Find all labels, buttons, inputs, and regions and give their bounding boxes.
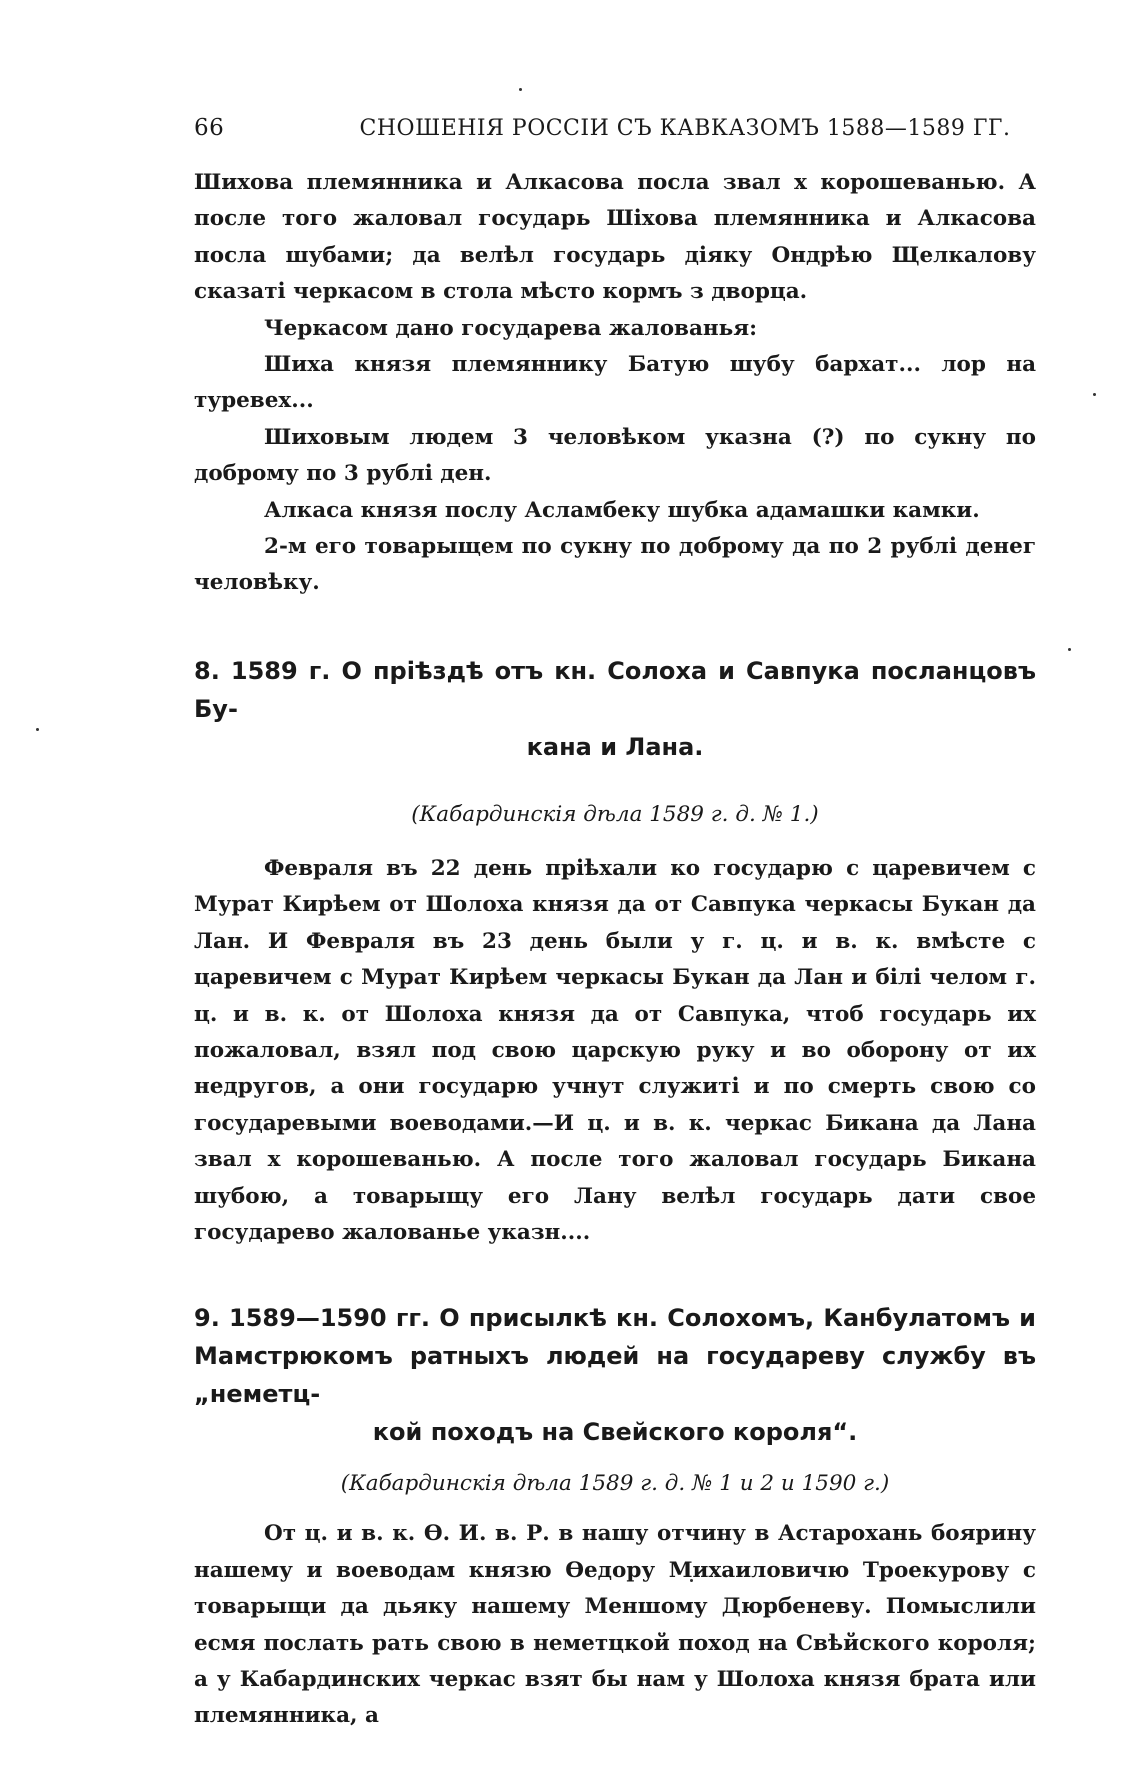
page-number: 66: [194, 115, 225, 141]
section-9-heading-line1: 9. 1589—1590 гг. О присылкѣ кн. Солохомъ, Канбулатомъ и: [194, 1304, 1036, 1333]
page-content: [194, 115, 1036, 1735]
speck: [519, 88, 522, 91]
gift-list-intro: Черкасом дано государева жалованья:: [264, 315, 758, 341]
intro-paragraph: Шихова племянника и Алкасова посла звал х корошеванью. А после того жаловал государь Шіхова племянника и Алкасова посла шубами; да велѣл государь діяку Ондрѣю Щелкалову сказаті черкасом в стола мѣсто кормъ з дворца.: [194, 170, 1036, 305]
section-9-source: (Кабардинскія дѣла 1589 г. д. № 1 и 2 и 1590 г.): [340, 1471, 890, 1497]
running-title: СНОШЕНІЯ РОССІИ СЪ КАВКАЗОМЪ 1588—1589 ГГ.: [359, 116, 1011, 141]
list-item: Шиха князя племяннику Батую шубу бархат... лор на туревех...: [194, 352, 1036, 414]
speck: [1093, 393, 1096, 396]
section-8-body: Февраля въ 22 день пріѣхали ко государю с царевичем с Мурат Кирѣем от Шолоха князя да от Савпука черкасы Букан да Лан. И Февраля въ 23 день были у г. ц. и в. к. вмѣсте с царевичем с Мурат Кирѣем черкасы Букан да Лан и білі челом г. ц. и в. к. от Шолоха князя да от Савпука, чтоб государь их пожаловал, взял под свою царскую руку и во оборону от их недругов, а они государю учнут служиті и по смерть свою со государевыми воеводами.—И ц. и в. к. черкас Бикана да Лана звал х корошеванью. А после того жаловал государь Бикана шубою, а товарыщу его Лану велѣл государь дати свое государево жалованье указн....: [194, 855, 1036, 1245]
speck: [36, 728, 39, 731]
section-9-heading-line3: кой походъ на Свейского короля“.: [372, 1418, 858, 1447]
section-9-heading-line2: Мамстрюкомъ ратныхъ людей на государеву службу въ „неметц-: [194, 1342, 1036, 1409]
list-item: Шиховым людем 3 человѣком указна (?) по сукну по доброму по 3 рублі ден.: [194, 424, 1036, 487]
section-8-heading-line2: кана и Лана.: [526, 732, 704, 761]
list-item: Алкаса князя послу Асламбеку шубка адамашки камки.: [264, 497, 980, 523]
section-9-body: От ц. и в. к. Ѳ. И. в. Р. в нашу отчину в Астарохань боярину нашему и воеводам князю Ѳедору Михаиловичю Троекурову с товарыщи да дьяку нашему Меншому Дюрбеневу. Помыслили есмя послать рать свою в неметцкой поход на Свѣйского короля; а у Кабардинских черкас взят бы нам у Шолоха князя брата или племянника, а: [194, 1521, 1036, 1729]
speck: [1068, 648, 1071, 651]
page-header: [194, 115, 1036, 155]
section-9-heading: [194, 1299, 1036, 1451]
list-item: 2-м его товарыщем по сукну по доброму да по 2 рублі денег человѣку.: [194, 534, 1036, 596]
section-8-heading-line1: 8. 1589 г. О пріѣздѣ отъ кн. Солоха и Савпука посланцовъ Бу-: [194, 656, 1036, 723]
section-8-source: (Кабардинскія дѣла 1589 г. д. № 1.): [411, 801, 819, 827]
gift-list: [194, 311, 1036, 602]
section-8-heading: [194, 652, 1036, 766]
